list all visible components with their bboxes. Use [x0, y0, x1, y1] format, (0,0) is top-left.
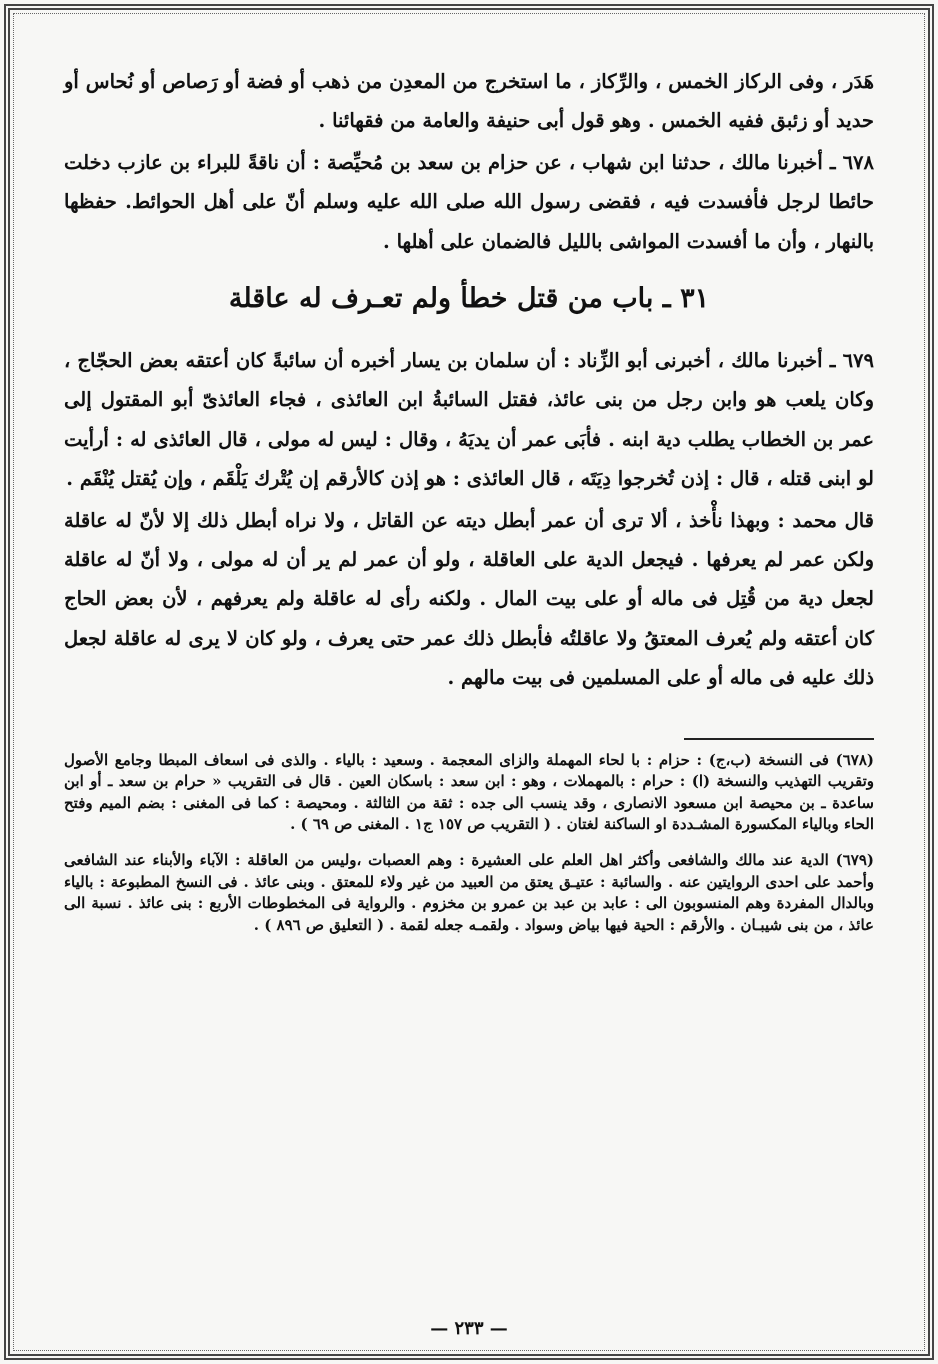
hadith-679: ٦٧٩ ـ أخبرنا مالك ، أخبرنى أبو الزِّناد : أن سلمان بن يسار أخبره أن سائبةً كان أعتقه بعض الحجّاج ، وكان يلعب هو وابن رجل من بنى عائذ، فقتل السائبةُ ابن العائذى ، فجاء العائذىّ أبو المقتول إلى عمر بن الخطاب يطلب دية ابنه . فأبَى عمر أن يديَهُ ، وقال : ليس له مولى ، قال العائذى له : أرأيت لو ابنى قتله ، قال : إذن تُخرجوا دِيَتَه ، قال العائذى : هو إذن كالأرقم إن يُتْرك يَلْقَم ، وإن يُقتل يُنْقَم . — [64, 349, 874, 491]
footnote-679: (٦٧٩) الدية عند مالك والشافعى وأكثر اهل العلم على العشيرة : وهم العصبات ،وليس من العاقلة : الآباء والأبناء عند الشافعى وأحمد على احدى الروايتين عنه . والسائبة : عتيـق يعتق من العبيد من غير ولاء للمعتق . وبنى عائذ . فى النسخ المطبوعة : بالياء وبالدال المفردة وهم المنسوبون الى : عابد بن عبد بن عمرو بن مخزوم . والرواية فى المخطوطات الأربع : بنى عائذ . نسبة الى عائذ ، من بنى شيبـان . والأرقم : الحية فيها بياض وسواد . ولقمـه جعله لقمة . ( التعليق ص ٨٩٦ ) . — [64, 851, 874, 934]
page-content — [64, 62, 874, 1332]
page-number: — ٢٣٣ — — [430, 1318, 508, 1339]
footnote-divider — [684, 738, 874, 740]
paragraph-intro: هَدَر ، وفى الركاز الخمس ، والرِّكاز ، ما استخرج من المعدِن من ذهب أو فضة أو رَصاص أو نُحاس أو حديد أو زئبق ففيه الخمس . وهو قول أبى حنيفة والعامة من فقهائنا . — [64, 70, 874, 133]
commentary-muhammad: قال محمد : وبهذا نأْخذ ، ألا ترى أن عمر أبطل ديته عن القاتل ، ولا نراه أبطل ذلك إلا لأنّ له عاقلة ولكن عمر لم يعرفها . فيجعل الدية على العاقلة ، ولو أن عمر لم ير أن له مولى ، ولا أنّ له عاقلة لجعل دية من قُتِل فى ماله أو على بيت المال . ولكنه رأى له عاقلة ولم يعرفهم ، لأن بعض الحاج كان أعتقه ولم يُعرف المعتقُ ولا عاقلتُه فأبطل ذلك عمر حتى يعرف ، ولو كان لا يرى له عاقلة لجعل ذلك عليه فى ماله أو على المسلمين فى بيت مالهم . — [64, 508, 874, 690]
hadith-678: ٦٧٨ ـ أخبرنا مالك ، حدثنا ابن شهاب ، عن حزام بن سعد بن مُحيِّصة : أن ناقةً للبراء بن عازب دخلت حائطا لرجل فأفسدت فيه ، فقضى رسول الله صلى الله عليه وسلم أنّ على أهل الحوائط. حفظها بالنهار ، وأن ما أفسدت المواشى بالليل فالضمان على أهلها . — [64, 150, 874, 253]
chapter-heading: ٣١ ـ باب من قتل خطأ ولم تعـرف له عاقلة — [228, 283, 710, 315]
footnote-678: (٦٧٨) فى النسخة (ب،ج) : حزام : با لحاء المهملة والزاى المعجمة . وسعيد : بالياء . والذى فى اسعاف المبطا وجامع الأصول وتقريب التهذيب والنسخة (ا) : حرام : بالمهملات ، وهو : ابن سعد : باسكان العين . قال فى التقريب « حرام بن سعد ـ أو ابن ساعدة ـ بن محيصة ابن مسعود الانصارى ، وقد ينسب الى جده : ثقة من الثالثة . ومحيصة : كما فى المغنى : بضم الميم وفتح الحاء وبالياء المكسورة المشـددة او الساكنة لغتان . ( التقريب ص ١٥٧ ج١ . المغنى ص ٦٩ ) . — [64, 750, 874, 834]
